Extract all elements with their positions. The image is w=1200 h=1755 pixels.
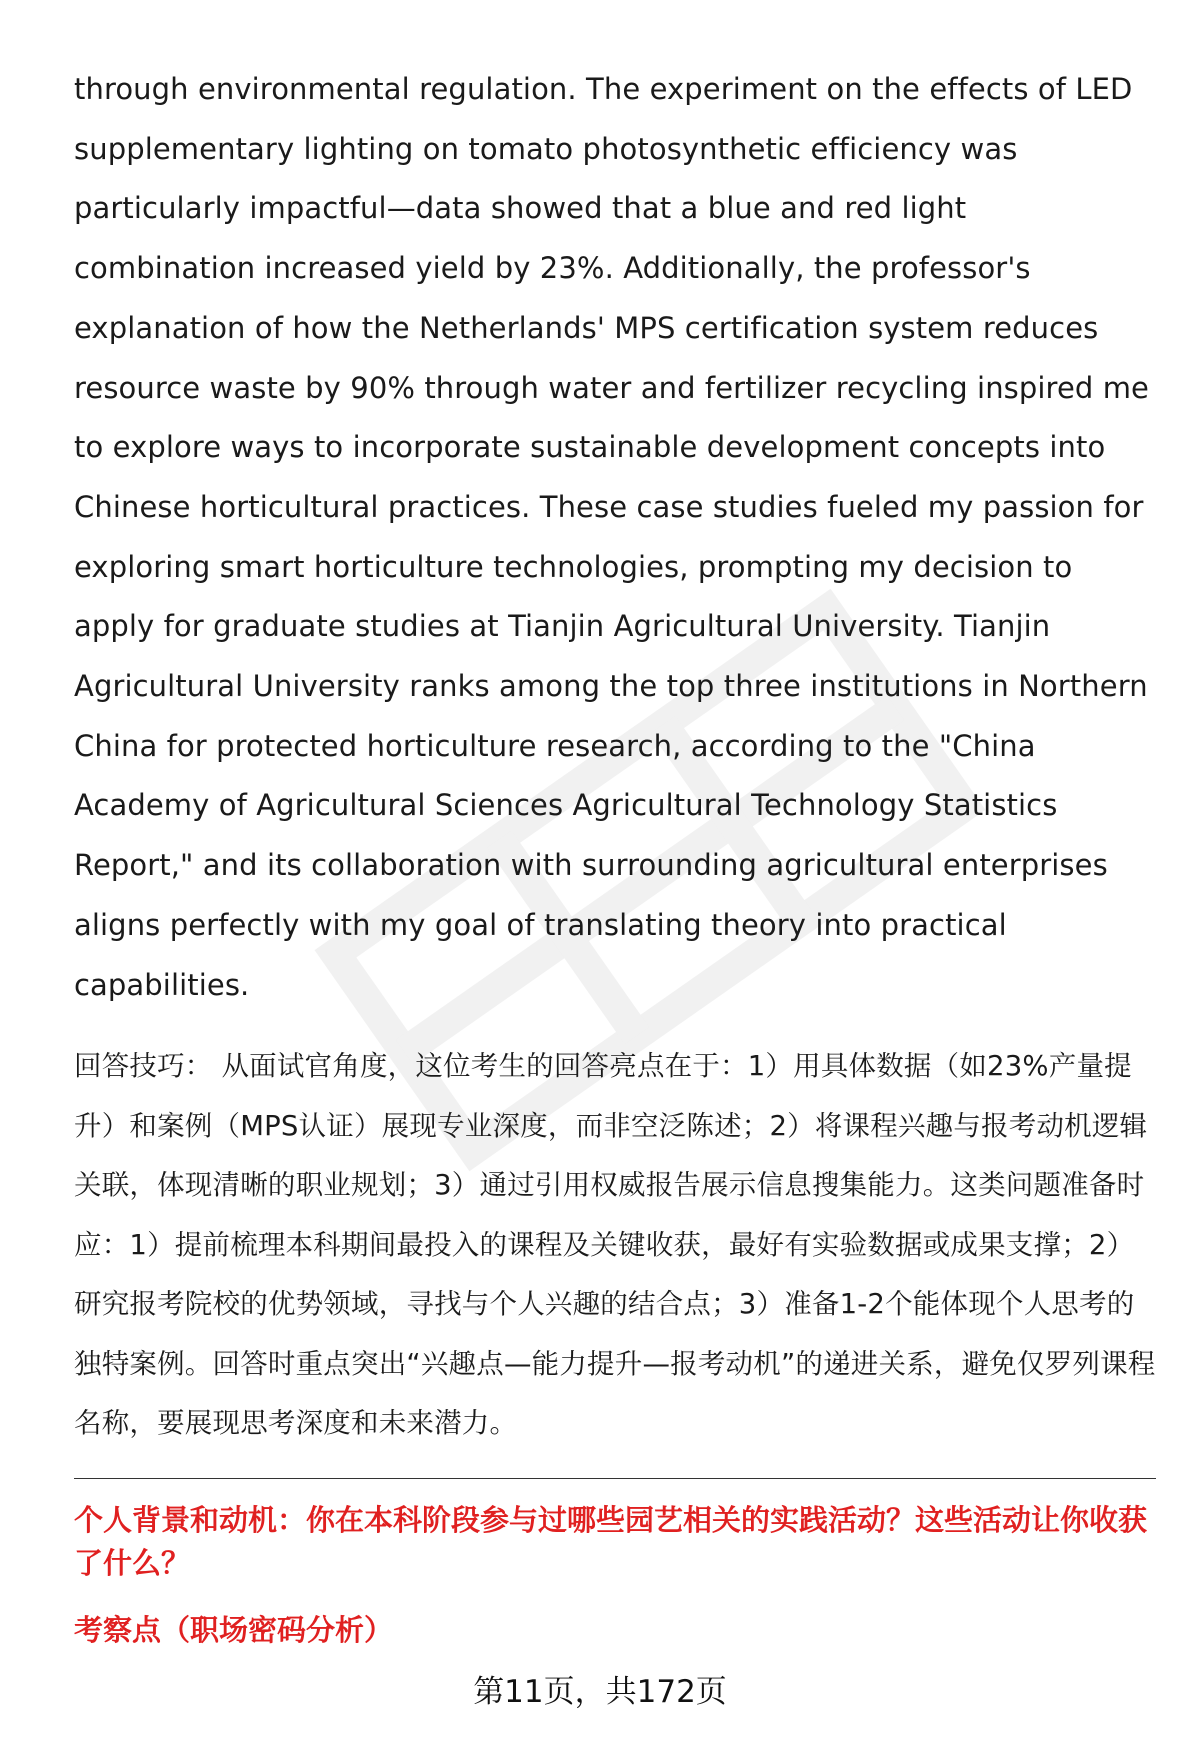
page-number-footer: 第11页，共172页	[473, 1674, 727, 1710]
section-divider	[74, 1478, 1156, 1479]
body-paragraph: through environmental regulation. The experiment on the effects of LED supplementary lighting on tomato photosynthetic efficiency was particularly impactful—data showed that a blue and red light combination increased yield by 23%. Additionally, the professor's explanation of how the Netherlands' MPS certification system reduces resource waste by 90% through water and fertilizer recycling inspired me to explore ways to incorporate sustainable development concepts into Chinese horticultural practices. These case studies fueled my passion for exploring smart horticulture technologies, prompting my decision to apply for graduate studies at Tianjin Agricultural University. Tianjin Agricultural University ranks among the top three institutions in Northern China for protected horticulture research, according to the "China Academy of Agricultural Sciences Agricultural Technology Statistics Report," and its collaboration with surrounding agricultural enterprises aligns perfectly with my goal of translating theory into practical capabilities.	[74, 72, 1150, 1002]
answer-tips-paragraph: 回答技巧： 从面试官角度，这位考生的回答亮点在于：1）用具体数据（如23%产量提升）和案例（MPS认证）展现专业深度，而非空泛陈述；2）将课程兴趣与报考动机逻辑关联，体现清晰的职业规划；3）通过引用权威报告展示信息搜集能力。这类问题准备时应：1）提前梳理本科期间最投入的课程及关键收获，最好有实验数据或成果支撑；2）研究报考院校的优势领域，寻找与个人兴趣的结合点；3）准备1-2个能体现个人思考的独特案例。回答时重点突出“兴趣点—能力提升—报考动机”的递进关系，避免仅罗列课程名称，要展现思考深度和未来潜力。	[74, 1050, 1156, 1440]
assessment-subheading: 考察点（职场密码分析）	[74, 1612, 394, 1647]
question-heading: 个人背景和动机：你在本科阶段参与过哪些园艺相关的实践活动？这些活动让你收获了什么？	[74, 1502, 1148, 1580]
document-content	[74, 60, 1156, 1652]
